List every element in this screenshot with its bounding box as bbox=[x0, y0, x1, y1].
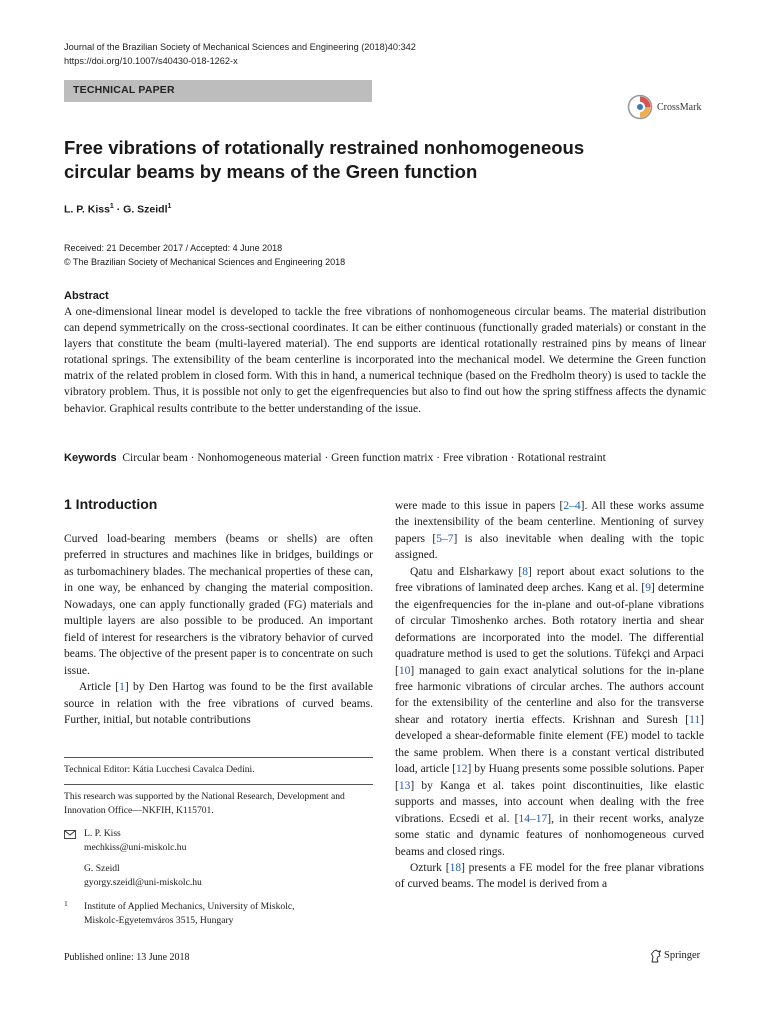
corresponding-author-1 bbox=[84, 827, 186, 854]
funding-note: This research was supported by the National Research, Development and Innovation Office—NKFIH, K115701. bbox=[64, 791, 345, 816]
footnote-divider bbox=[64, 757, 373, 758]
keywords-label: Keywords bbox=[64, 452, 117, 464]
springer-horse-icon bbox=[650, 949, 662, 963]
section-label-bar bbox=[64, 80, 372, 102]
footnote-divider bbox=[64, 784, 373, 785]
right-column bbox=[395, 498, 704, 893]
left-column bbox=[64, 531, 373, 728]
paragraph: Qatu and Elsharkawy [8] report about exact solutions to the free vibrations of laminated deep arches. Kang et al. [9] determine the eigenfrequencies for the in-plane and out-of-plane vibrations of circular Timoshenko arches. Both rotatory inertia and shear deformations are incorporated into the model. The differential quadrature method is used to get the solutions. Tüfekçi and Arpaci [10] managed to gain exact analytical solutions for the in-plane free harmonic vibrations of circular arches. The authors account for the extensibility of the centerline and also for the transverse shear and rotatory inertia effects. Krishnan and Suresh [11] developed a shear-deformable finite element (FE) model to tackle the same problem. When there is a constant vertical distributed load, article [12] by Huang presents some possible solutions. Paper [13] by Kanga et al. takes point discontinuities, like elastic supports and masses, into account when dealing with the free vibrations. Ecsedi et al. [14–17], in their recent works, analyze some static and dynamic features of nonhomogeneous curved beams and closed rings. bbox=[395, 565, 704, 858]
affiliation-line: Institute of Applied Mechanics, University of Miskolc, bbox=[84, 901, 295, 912]
citation-link[interactable]: 5–7 bbox=[436, 532, 454, 545]
affiliation-number: 1 bbox=[64, 899, 68, 908]
envelope-icon bbox=[64, 830, 76, 839]
citation-link[interactable]: 10 bbox=[398, 664, 411, 677]
affiliation bbox=[84, 900, 295, 927]
received-accepted: Received: 21 December 2017 / Accepted: 4 June 2018 bbox=[64, 243, 283, 253]
abstract-heading: Abstract bbox=[64, 290, 109, 302]
affiliation-line: Miskolc-Egyetemváros 3515, Hungary bbox=[84, 914, 234, 926]
affiliation-marker: 1 bbox=[167, 203, 172, 210]
crossmark-label[interactable]: CrossMark bbox=[657, 102, 702, 113]
technical-editor-note: Technical Editor: Kátia Lucchesi Cavalca Dedini. bbox=[64, 764, 255, 775]
keywords bbox=[64, 452, 724, 464]
corresponding-author-2 bbox=[84, 862, 202, 889]
journal-header bbox=[64, 40, 416, 68]
author-name[interactable]: G. Szeidl bbox=[123, 203, 168, 216]
citation-link[interactable]: 12 bbox=[456, 763, 468, 776]
section-label: TECHNICAL PAPER bbox=[73, 84, 175, 96]
citation-link[interactable]: 18 bbox=[449, 861, 462, 874]
citation-link[interactable]: 11 bbox=[689, 713, 701, 726]
publisher-name: Springer bbox=[664, 950, 701, 961]
article-title: Free vibrations of rotationally restrained nonhomogeneous circular beams by means of the Green function bbox=[64, 137, 585, 182]
contact-name: G. Szeidl bbox=[84, 863, 120, 874]
affiliation-marker: 1 bbox=[109, 203, 114, 210]
author-list bbox=[64, 203, 171, 216]
published-online: Published online: 13 June 2018 bbox=[64, 952, 190, 963]
author-name[interactable]: L. P. Kiss bbox=[64, 203, 110, 216]
doi-link[interactable]: https://doi.org/10.1007/s40430-018-1262-x bbox=[64, 56, 238, 66]
abstract-text: A one-dimensional linear model is developed to tackle the free vibrations of nonhomogeneous circular beams. The material distribution can depend symmetrically on the cross-sectional coordinates. It can be either continuous (functionally graded materials) or constant in the layers that constitute the beam (multi-layered material). The end supports are identical rotationally restrained pins by means of linear rotational springs. The extensibility of the beam centerline is incorporated into the mechanical model. We determine the Green function matrix of the related problem in closed form. With this in hand, a numerical technique (based on the Fredholm theory) is used to tackle the vibratory problem. Thus, it is possible not only to get the eigenfrequencies but also to find out how the spring stiffness affects the dynamic behavior. Graphical results contribute to the better understanding of the issue. bbox=[64, 306, 706, 415]
copyright-line: © The Brazilian Society of Mechanical Sciences and Engineering 2018 bbox=[64, 257, 346, 267]
citation-link[interactable]: 9 bbox=[645, 582, 651, 595]
contact-name: L. P. Kiss bbox=[84, 828, 121, 839]
journal-citation: Journal of the Brazilian Society of Mechanical Sciences and Engineering (2018)40:342 bbox=[64, 42, 416, 52]
contact-email[interactable]: gyorgy.szeidl@uni-miskolc.hu bbox=[84, 876, 202, 888]
citation-link[interactable]: 8 bbox=[522, 565, 529, 578]
paragraph: Article [1] by Den Hartog was found to be the first available source in relation with the free vibrations of curved beams. Further, initial, but notable contributions bbox=[64, 681, 373, 726]
keywords-list: Circular beam · Nonhomogeneous material · Green function matrix · Free vibration · Rotational restraint bbox=[122, 452, 606, 464]
citation-link[interactable]: 2–4 bbox=[563, 500, 581, 512]
citation-link[interactable]: 14–17 bbox=[518, 812, 548, 825]
citation-link[interactable]: 1 bbox=[119, 681, 125, 694]
author-separator: · bbox=[113, 203, 124, 216]
contact-email[interactable]: mechkiss@uni-miskolc.hu bbox=[84, 841, 187, 853]
paragraph: Ozturk [18] presents a FE model for the free planar vibrations of curved beams. The model is derived from a bbox=[395, 861, 705, 891]
paragraph: were made to this issue in papers [2–4]. All these works assume the inextensibility of the beam centerline. Mentioning of survey papers [5–7] is also inevitable when dealing with the topic assigned. bbox=[395, 500, 704, 562]
article-dates bbox=[64, 241, 345, 269]
paragraph: Curved load-bearing members (beams or shells) are often preferred in structures and machines like in bridges, buildings or as turbomachinery blades. The mechanical properties of these can, in one way, be enhanced by changing the material composition. Nowadays, one can apply functionally graded (FG) materials and multiple layers are also possible to be produced. An important field of interest for researchers is the vibratory behavior of curved beams. The objective of the present paper is to concentrate on such issue. bbox=[64, 533, 373, 677]
section-heading: 1 Introduction bbox=[64, 496, 158, 512]
citation-link[interactable]: 13 bbox=[398, 779, 411, 792]
